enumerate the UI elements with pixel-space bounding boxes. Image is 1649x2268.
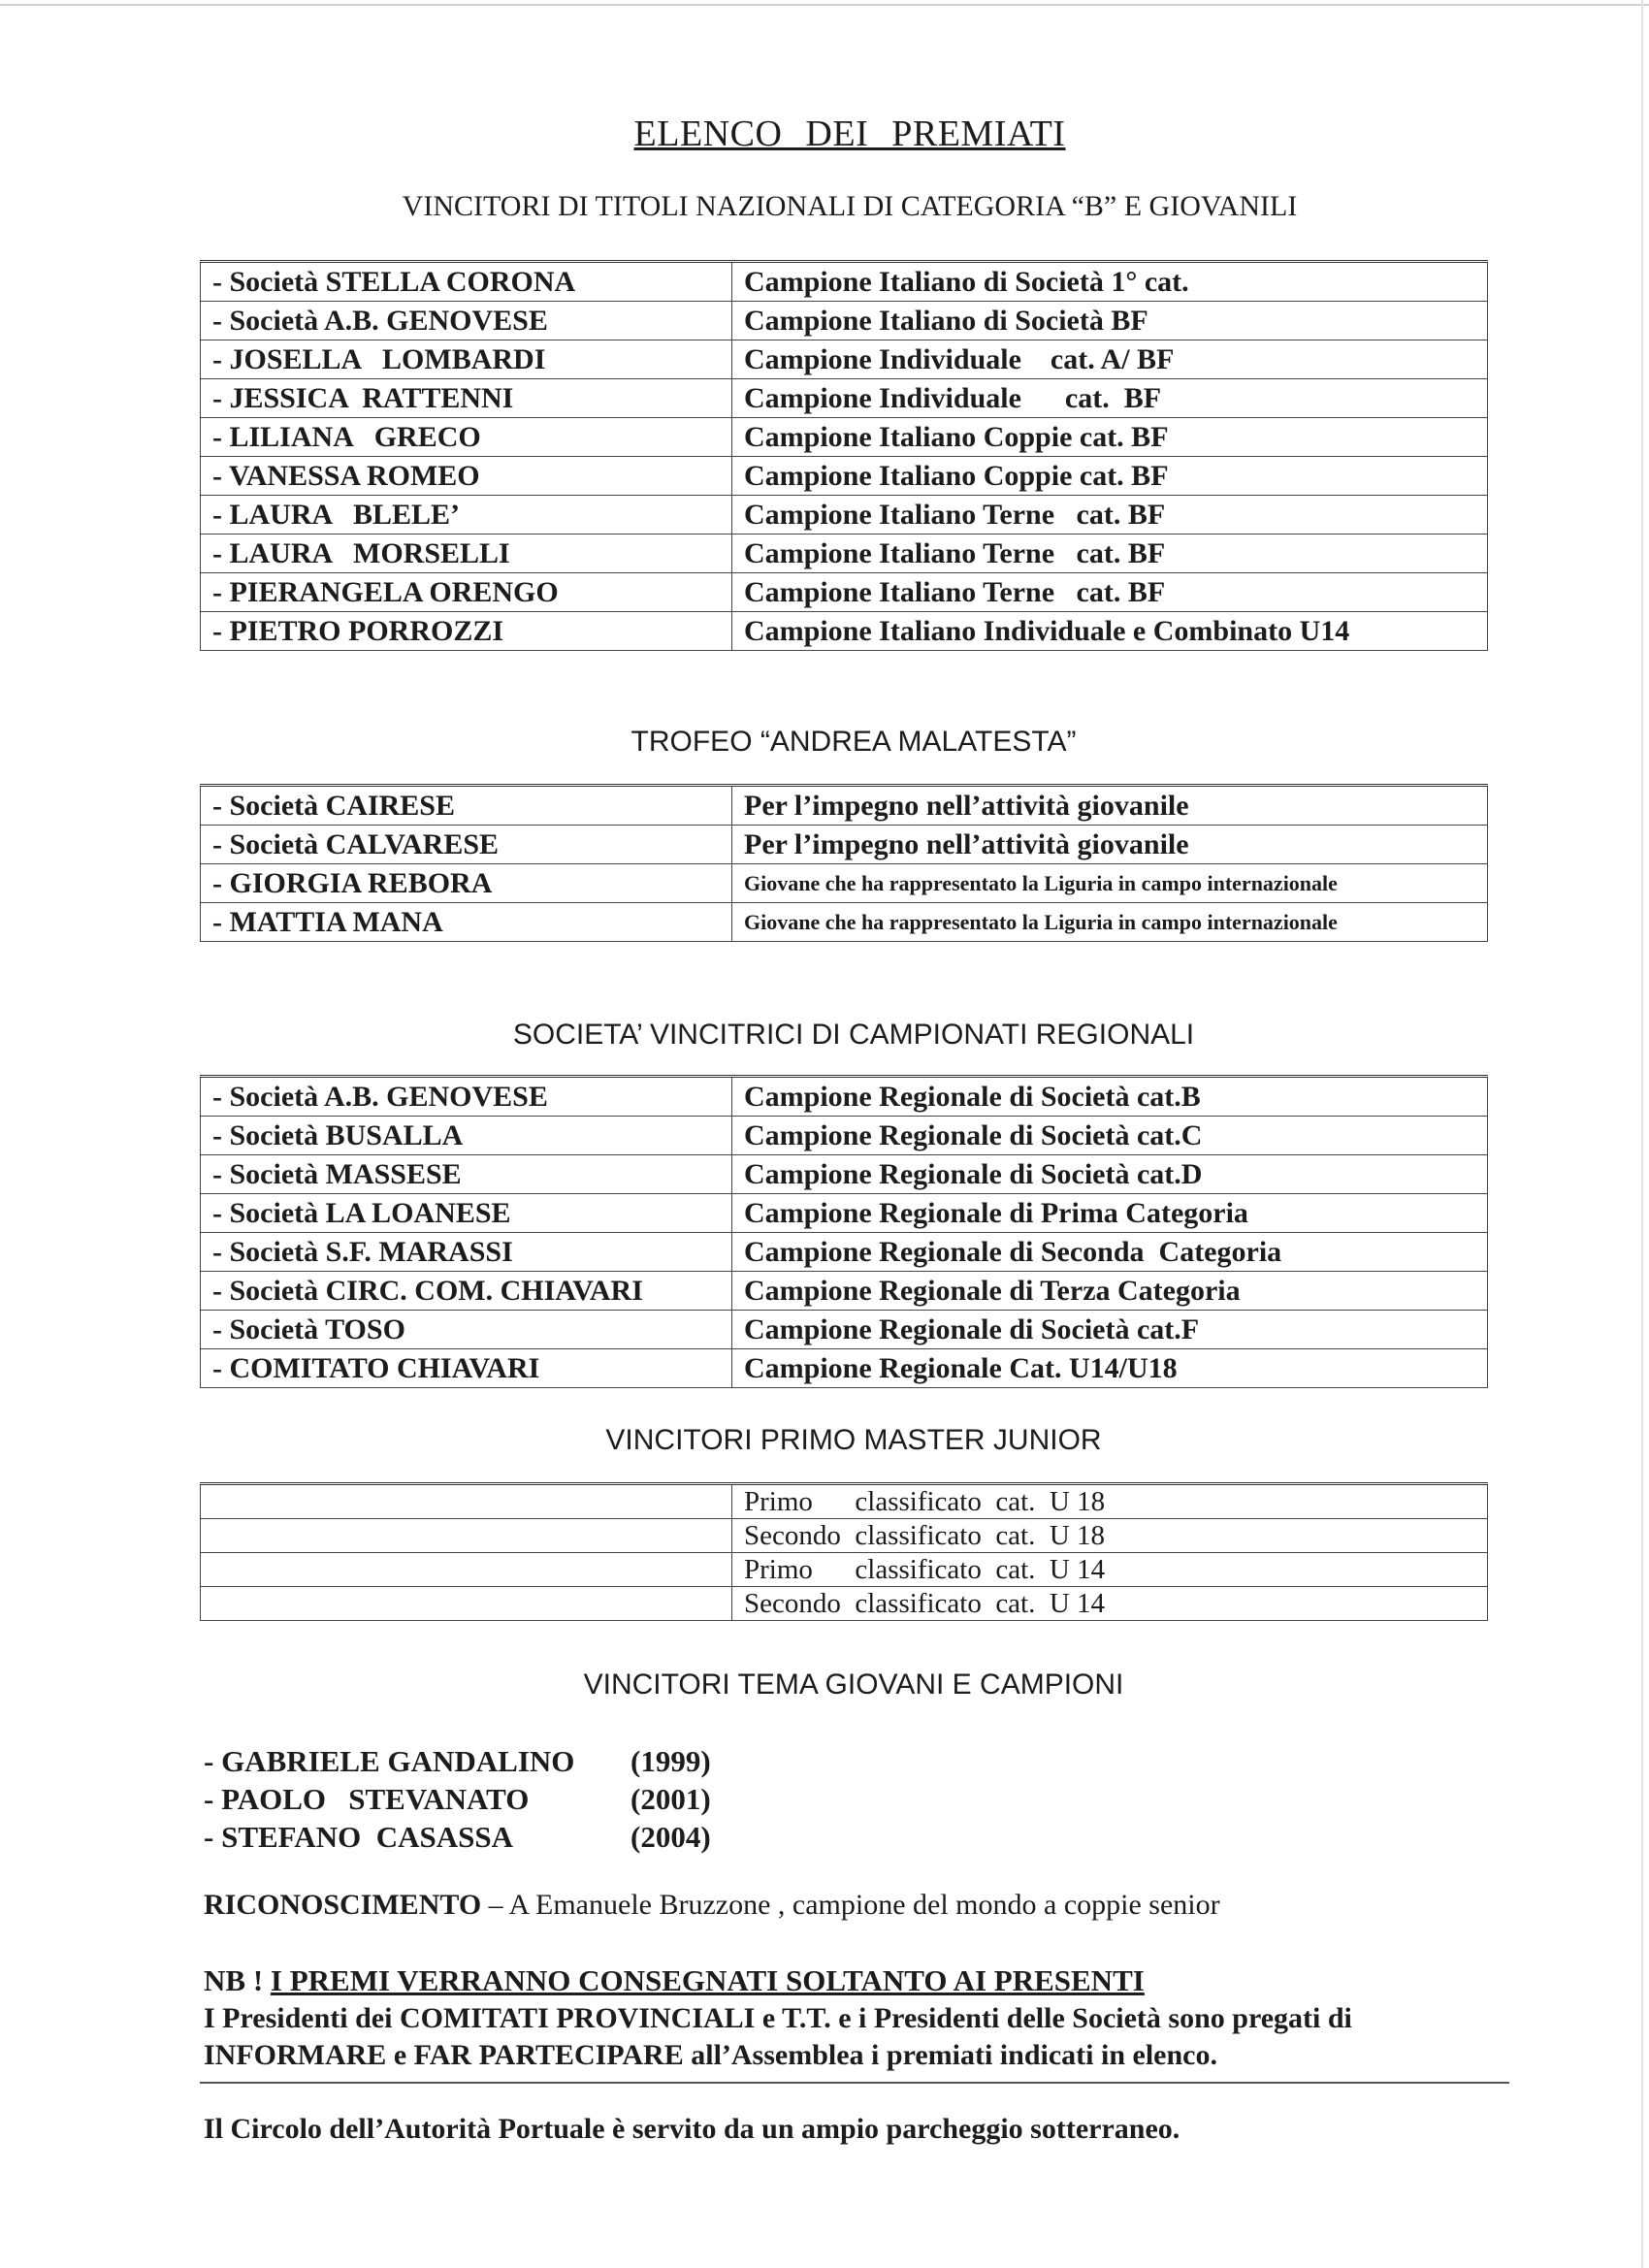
recipient-cell: - Società MASSESE <box>201 1155 732 1194</box>
award-cell: Per l’impegno nell’attività giovanile <box>732 786 1488 826</box>
recipient-cell: - JOSELLA LOMBARDI <box>201 340 732 379</box>
winner-name: - GABRIELE GANDALINO <box>204 1744 575 1778</box>
table-row <box>201 1117 1488 1155</box>
recipient-cell: - LILIANA GRECO <box>201 418 732 457</box>
recipient-cell: - Società TOSO <box>201 1311 732 1349</box>
table-trofeo <box>200 784 1488 942</box>
award-cell: Primo classificato cat. U 18 <box>732 1484 1488 1519</box>
table-row <box>201 1553 1488 1587</box>
winner-name: - STEFANO CASASSA <box>204 1820 513 1854</box>
table-row <box>201 826 1488 864</box>
scan-edge-right <box>1641 0 1643 2268</box>
recipient-cell: - Società LA LOANESE <box>201 1194 732 1233</box>
table-row <box>201 1155 1488 1194</box>
award-cell: Primo classificato cat. U 14 <box>732 1553 1488 1587</box>
table-row <box>201 1484 1488 1519</box>
list-item <box>204 1742 711 1780</box>
table-row <box>201 379 1488 418</box>
document-title: ELENCO DEI PREMIATI <box>633 113 1066 154</box>
table-row <box>201 612 1488 651</box>
winner-name: - PAOLO STEVANATO <box>204 1782 530 1816</box>
recipient-cell <box>201 1484 732 1519</box>
recipient-cell: - Società CAIRESE <box>201 786 732 826</box>
table-row <box>201 864 1488 903</box>
table-row <box>201 573 1488 612</box>
award-cell: Campione Italiano Individuale e Combinato U14 <box>732 612 1488 651</box>
table-row <box>201 418 1488 457</box>
table-row <box>201 1194 1488 1233</box>
table-row <box>201 457 1488 496</box>
table-nazionali <box>200 260 1488 651</box>
tema-list <box>204 1742 711 1856</box>
award-cell: Campione Regionale di Società cat.F <box>732 1311 1488 1349</box>
award-cell: Per l’impegno nell’attività giovanile <box>732 826 1488 864</box>
winner-year: (1999) <box>630 1744 711 1778</box>
table-master <box>200 1482 1488 1621</box>
award-cell: Campione Individuale cat. BF <box>732 379 1488 418</box>
table-row <box>201 903 1488 942</box>
table-row <box>201 1349 1488 1388</box>
recipient-cell: - Società A.B. GENOVESE <box>201 1077 732 1117</box>
award-cell: Campione Regionale di Società cat.C <box>732 1117 1488 1155</box>
recipient-cell: - LAURA BLELE’ <box>201 496 732 535</box>
recipient-cell: - PIERANGELA ORENGO <box>201 573 732 612</box>
table-row <box>201 786 1488 826</box>
table-row <box>201 1311 1488 1349</box>
recipient-cell: - Società CALVARESE <box>201 826 732 864</box>
recipient-cell: - JESSICA RATTENNI <box>201 379 732 418</box>
award-cell: Giovane che ha rappresentato la Liguria in campo internazionale <box>732 903 1488 942</box>
recipient-cell: - Società STELLA CORONA <box>201 262 732 302</box>
list-item <box>204 1818 711 1856</box>
nb-notice <box>204 1963 1145 1998</box>
winner-year: (2004) <box>630 1820 711 1854</box>
recipient-cell: - Società S.F. MARASSI <box>201 1233 732 1272</box>
award-cell: Campione Regionale di Società cat.B <box>732 1077 1488 1117</box>
award-cell: Campione Regionale di Prima Categoria <box>732 1194 1488 1233</box>
award-cell: Secondo classificato cat. U 14 <box>732 1587 1488 1621</box>
divider <box>200 2082 1509 2084</box>
award-cell: Campione Individuale cat. A/ BF <box>732 340 1488 379</box>
award-cell: Campione Regionale di Terza Categoria <box>732 1272 1488 1311</box>
recipient-cell: - VANESSA ROMEO <box>201 457 732 496</box>
table-row <box>201 1519 1488 1553</box>
recipient-cell <box>201 1519 732 1553</box>
table-row <box>201 1077 1488 1117</box>
table-row <box>201 302 1488 340</box>
award-cell: Campione Italiano di Società BF <box>732 302 1488 340</box>
table-regionali <box>200 1075 1488 1388</box>
recipient-cell: - Società CIRC. COM. CHIAVARI <box>201 1272 732 1311</box>
recipient-cell: - Società A.B. GENOVESE <box>201 302 732 340</box>
riconoscimento <box>204 1889 1220 1922</box>
nb-underlined: I PREMI VERRANNO CONSEGNATI SOLTANTO AI PRESENTI <box>270 1963 1145 1997</box>
table-row <box>201 340 1488 379</box>
recipient-cell: - GIORGIA REBORA <box>201 864 732 903</box>
section-title-master: VINCITORI PRIMO MASTER JUNIOR <box>605 1424 1102 1456</box>
award-cell: Campione Italiano Terne cat. BF <box>732 535 1488 573</box>
footer-note: Il Circolo dell’Autorità Portuale è servito da un ampio parcheggio sotterraneo. <box>204 2113 1180 2145</box>
table-row <box>201 496 1488 535</box>
recipient-cell: - MATTIA MANA <box>201 903 732 942</box>
award-cell: Giovane che ha rappresentato la Liguria in campo internazionale <box>732 864 1488 903</box>
nb-prefix: NB ! <box>204 1963 271 1997</box>
award-cell: Campione Italiano Coppie cat. BF <box>732 457 1488 496</box>
award-cell: Campione Regionale di Società cat.D <box>732 1155 1488 1194</box>
table-row <box>201 1587 1488 1621</box>
section-title-trofeo: TROFEO “ANDREA MALATESTA” <box>630 726 1077 758</box>
section-title-regionali: SOCIETA’ VINCITRICI DI CAMPIONATI REGIONALI <box>512 1019 1195 1051</box>
award-cell: Campione Regionale Cat. U14/U18 <box>732 1349 1488 1388</box>
riconoscimento-text: – A Emanuele Bruzzone , campione del mondo a coppie senior <box>481 1889 1220 1921</box>
winner-year: (2001) <box>630 1782 711 1816</box>
award-cell: Campione Italiano Terne cat. BF <box>732 496 1488 535</box>
section-title-tema: VINCITORI TEMA GIOVANI E CAMPIONI <box>583 1669 1124 1701</box>
award-cell: Campione Regionale di Seconda Categoria <box>732 1233 1488 1272</box>
recipient-cell: - COMITATO CHIAVARI <box>201 1349 732 1388</box>
recipient-cell <box>201 1587 732 1621</box>
list-item <box>204 1780 711 1818</box>
award-cell: Secondo classificato cat. U 18 <box>732 1519 1488 1553</box>
award-cell: Campione Italiano di Società 1° cat. <box>732 262 1488 302</box>
presidents-paragraph: I Presidenti dei COMITATI PROVINCIALI e T.T. e i Presidenti delle Società sono pregati di INFORMARE e FAR PARTECIPARE all’Assemblea i premiati indicati in elenco. <box>204 2002 1352 2071</box>
table-row <box>201 262 1488 302</box>
scan-edge-top <box>0 4 1649 6</box>
recipient-cell <box>201 1553 732 1587</box>
award-cell: Campione Italiano Coppie cat. BF <box>732 418 1488 457</box>
recipient-cell: - PIETRO PORROZZI <box>201 612 732 651</box>
recipient-cell: - LAURA MORSELLI <box>201 535 732 573</box>
riconoscimento-label: RICONOSCIMENTO <box>204 1889 482 1921</box>
table-row <box>201 1272 1488 1311</box>
table-row <box>201 535 1488 573</box>
section-title-nazionali: VINCITORI DI TITOLI NAZIONALI DI CATEGORIA “B” E GIOVANILI <box>402 190 1298 222</box>
table-row <box>201 1233 1488 1272</box>
award-cell: Campione Italiano Terne cat. BF <box>732 573 1488 612</box>
recipient-cell: - Società BUSALLA <box>201 1117 732 1155</box>
